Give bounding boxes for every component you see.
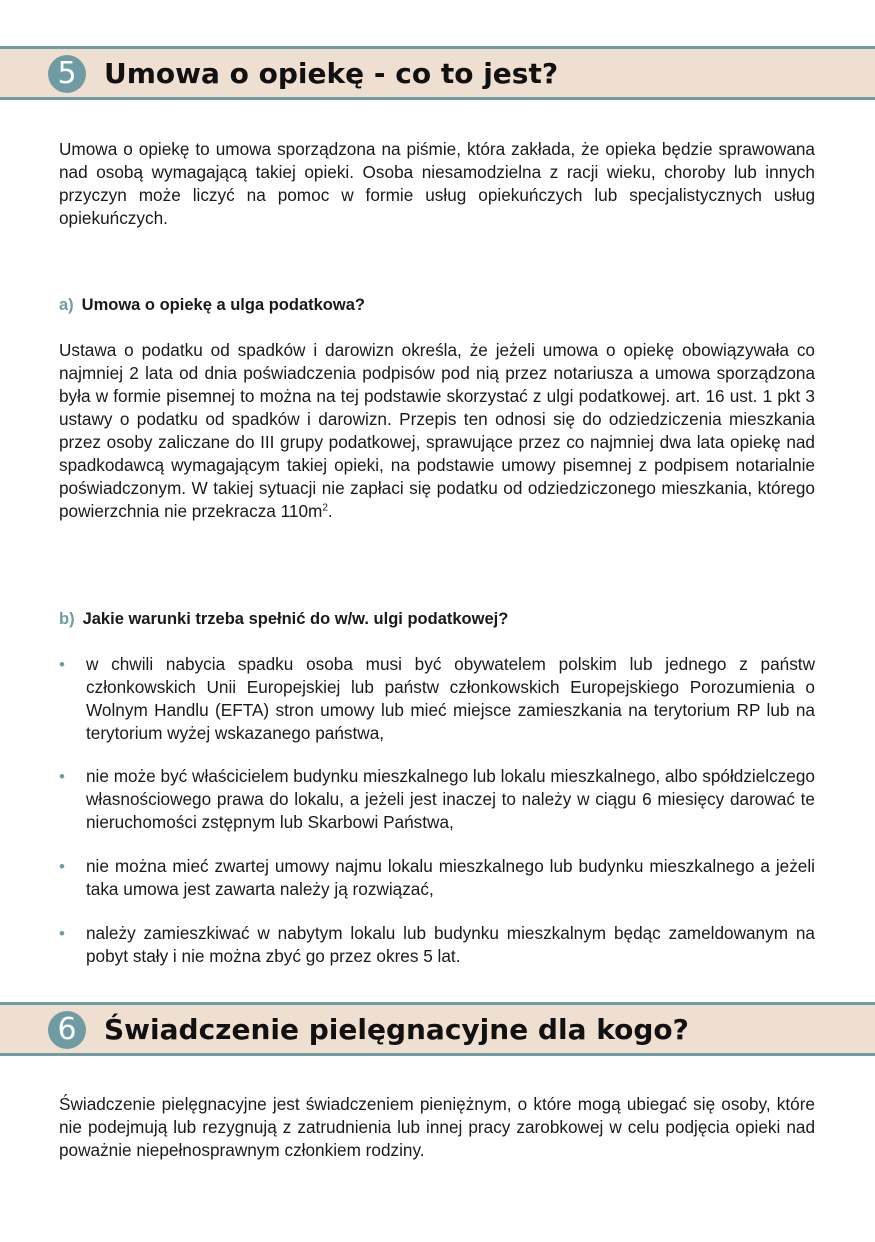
bullet-item — [59, 765, 819, 834]
bullet-dot: • — [59, 857, 65, 876]
subheading-letter: b) — [59, 610, 75, 628]
bullet-dot: • — [59, 655, 65, 674]
bullet-text: należy zamieszkiwać w nabytym lokalu lub budynku mieszkalnym będąc zameldowanym na pobyt stały i nie można zbyć go przez okres 5 lat. — [86, 923, 815, 966]
section-title: Świadczenie pielęgnacyjne dla kogo? — [104, 1013, 689, 1046]
section-5-header — [0, 46, 875, 100]
section-6-text: Świadczenie pielęgnacyjne jest świadczeniem pieniężnym, o które mogą ubiegać się osoby, które nie podejmują lub rezygnują z zatrudnienia lub innej pracy zarobkowej w celu podjęcia opieki nad poważnie niepełnosprawnym członkiem rodziny. — [59, 1094, 815, 1160]
subheading-title: Jakie warunki trzeba spełnić do w/w. ulgi podatkowej? — [82, 610, 509, 628]
superscript: 2 — [322, 502, 328, 514]
section-6-header — [0, 1002, 875, 1056]
subsection-a-text — [59, 339, 815, 523]
section-number-badge: 6 — [48, 1011, 86, 1049]
bullet-text: w chwili nabycia spadku osoba musi być obywatelem polskim lub jednego z państw członkowskich Unii Europejskiej lub państw członkowskich Europejskiego Porozumienia o Wolnym Handlu (EFTA) stron umowy lub mieć miejsce zamieszkania na terytorium RP lub na terytorium wyżej wskazanego państwa, — [86, 654, 815, 743]
bullet-dot: • — [59, 767, 65, 786]
subheading-b — [59, 610, 819, 629]
bullet-dot: • — [59, 924, 65, 943]
section-number-badge: 5 — [48, 55, 86, 93]
section-5-intro: Umowa o opiekę to umowa sporządzona na piśmie, która zakłada, że opieka będzie sprawowana nad osobą wymagającą takiej opieki. Osoba niesamodzielna z racji wieku, choroby lub innych przyczyn może liczyć na pomoc w formie usług opiekuńczych lub specjalistycznych usług opiekuńczych. — [59, 139, 815, 228]
subheading-a — [59, 296, 819, 315]
bullet-item — [59, 653, 819, 745]
bullet-item — [59, 922, 819, 968]
subheading-title: Umowa o opiekę a ulga podatkowa? — [81, 296, 365, 314]
subheading-letter: a) — [59, 296, 74, 314]
subsection-a-body: Ustawa o podatku od spadków i darowizn określa, że jeżeli umowa o opiekę obowiązywała co najmniej 2 lata od dnia poświadczenia podpisów pod nią przez notariusza a umowa sporządzona była w formie pisemnej to można na tej podstawie skorzystać z ulgi podatkowej. art. 16 ust. 1 pkt 3 ustawy o podatku od spadków i darowizn. Przepis ten odnosi się do odziedziczenia mieszkania przez osoby zaliczane do III grupy podatkowej, sprawujące przez co najmniej dwa lata opiekę nad spadkodawcą wymagającym takiej opieki, na podstawie umowy pisemnej z podpisem notarialnie poświadczonym. W takiej sytuacji nie zapłaci się podatku od odziedziczonego mieszkania, którego powierzchnia nie przekracza 110m — [59, 340, 815, 521]
bullet-text: nie można mieć zwartej umowy najmu lokalu mieszkalnego lub budynku mieszkalnego a jeżeli taka umowa jest zawarta należy ją rozwiązać, — [86, 856, 815, 899]
bullet-item — [59, 855, 819, 901]
bullet-text: nie może być właścicielem budynku mieszkalnego lub lokalu mieszkalnego, albo spółdzielczego własnościowego prawa do lokalu, a jeżeli jest inaczej to należy w ciągu 6 miesięcy darować te nieruchomości zstępnym lub Skarbowi Państwa, — [86, 766, 815, 832]
section-title: Umowa o opiekę - co to jest? — [104, 57, 559, 90]
subsection-a-end: . — [327, 501, 333, 521]
